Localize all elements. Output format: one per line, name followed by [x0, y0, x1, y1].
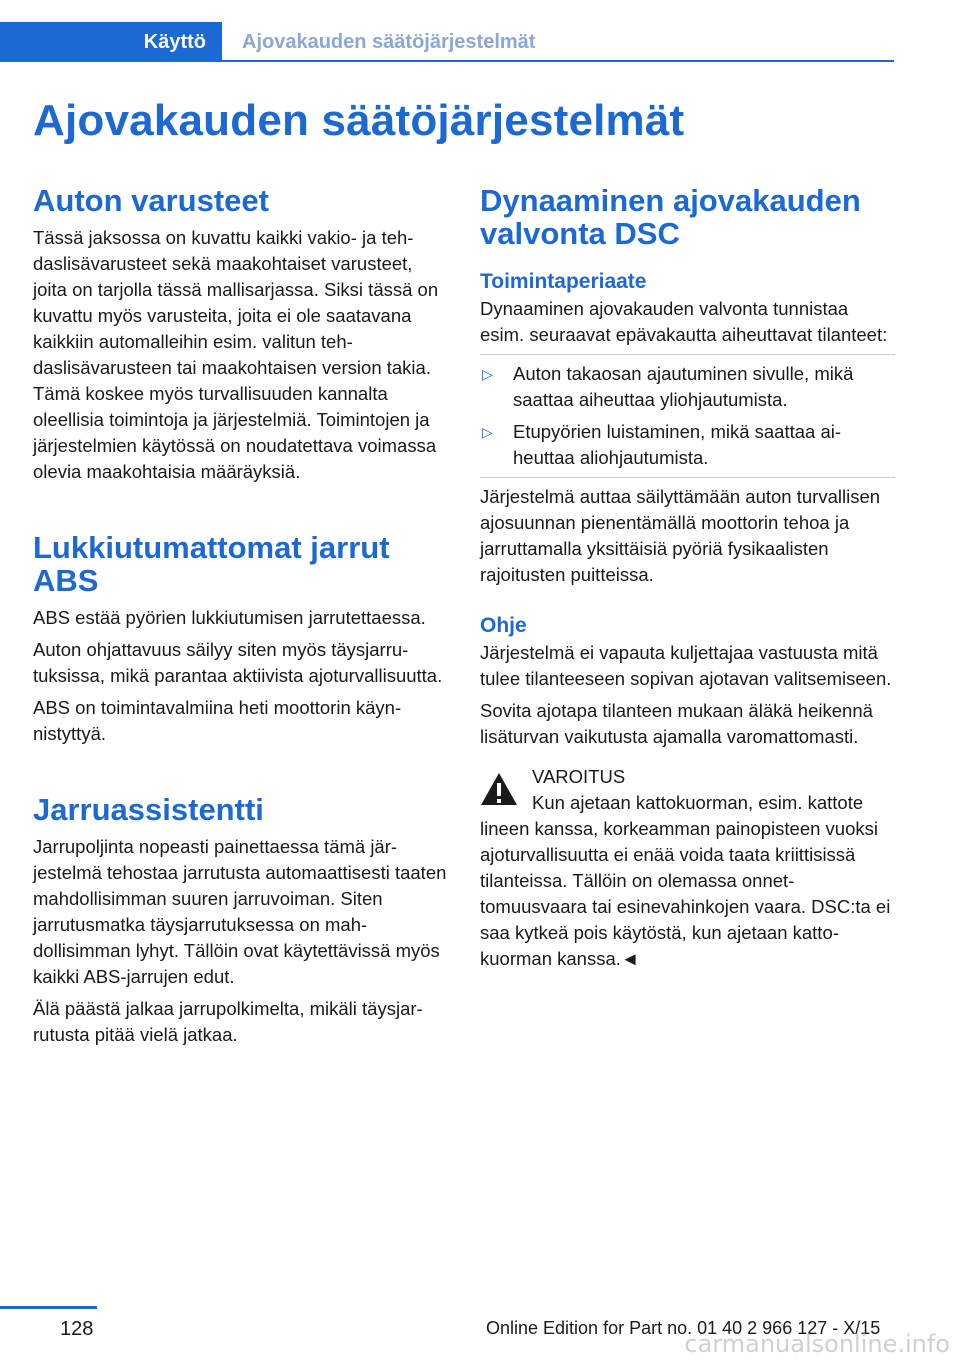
footer-rule	[0, 1306, 97, 1309]
divider	[480, 354, 895, 355]
header-chapter-tab	[0, 22, 222, 62]
watermark: carmanualsonline.info	[684, 1330, 950, 1358]
section-heading-jarruassistentti: Jarruassistentti	[33, 792, 264, 827]
header-section-title: Ajovakauden säätöjärjestelmät	[242, 30, 536, 53]
page-number: 128	[60, 1318, 94, 1340]
paragraph: ABS estää pyörien lukkiutumisen jarrutettaessa.	[33, 607, 426, 628]
list-item	[480, 361, 895, 413]
left-column	[33, 184, 448, 1054]
paragraph: Järjestelmä ei vapauta kuljettajaa vastuusta mitä tulee tilanteeseen sopivan ajotavan valitsemiseen.	[480, 642, 892, 689]
right-column	[480, 184, 895, 978]
warning-text-first-line: Kun ajetaan kattokuorman, esim. kattote	[532, 792, 864, 813]
paragraph: Dynaaminen ajovakauden valvonta tunnistaa esim. seuraavat epävakautta aiheuttavat tilanteet:	[480, 298, 888, 345]
subheading-toimintaperiaate: Toimintaperiaate	[480, 270, 647, 293]
subheading-ohje: Ohje	[480, 614, 527, 637]
warning-text: lineen kanssa, korkeamman painopisteen vuoksi ajoturvallisuutta ei enää voida taata kriittisissä tilanteissa. Tällöin on olemassa onnettomuusvaara tai esinevahinkojen vaara. DSC:ta ei saa kytkeä pois käytöstä, kun ajetaan kattokuorman kanssa.◄	[480, 818, 891, 969]
triangle-right-icon: ▷	[482, 366, 493, 382]
paragraph: Järjestelmä auttaa säilyttämään auton turvallisen ajosuunnan pienentämällä moottorin tehoa ja jarruttamalla yksittäisiä pyöriä fysikaalisten rajoitusten puitteissa.	[480, 486, 881, 585]
paragraph: Sovita ajotapa tilanteen mukaan äläkä heikennä lisäturvan vaikutusta ajamalla varomattomasti.	[480, 700, 873, 747]
section-heading-dsc: Dynaaminen ajovakauden valvonta DSC	[480, 183, 861, 251]
paragraph: Tässä jaksossa on kuvattu kaikki vakio- ja tehdaslisävarusteet sekä maakohtaiset varusteet, joita on tarjolla tässä mallisarjassa. Siksi tässä on kuvattu myös varusteita, joita ei ole saatavana kaikkiin automalleihin esim. valitun tehdaslisävarusteen tai maakohtaisen version takia. Tämä koskee myös turvallisuuden kannalta oleellisia toimintoja ja järjestelmiä. Toimintojen ja järjestelmien käytössä on noudatettava voimassa olevia maakohtaisia määräyksiä.	[33, 227, 439, 482]
header-rule	[222, 60, 894, 62]
paragraph: ABS on toimintavalmiina heti moottorin käynnistyttyä.	[33, 697, 402, 744]
bullet-list	[480, 361, 895, 471]
section-heading-abs: Lukkiutumattomat jarrut ABS	[33, 530, 390, 598]
paragraph: Auton ohjattavuus säilyy siten myös täysjarrutuksissa, mikä parantaa aktiivista ajoturvallisuutta.	[33, 639, 443, 686]
list-item-text: Auton takaosan ajautuminen sivulle, mikä saattaa aiheuttaa yliohjautumista.	[513, 363, 854, 410]
warning-box	[480, 764, 895, 972]
triangle-right-icon: ▷	[482, 424, 493, 440]
section-heading-auton-varusteet: Auton varusteet	[33, 183, 269, 218]
paragraph: Jarrupoljinta nopeasti painettaessa tämä järjestelmä tehostaa jarrutusta automaattisesti taaten mahdollisimman suuren jarruvoiman. Siten jarrutusmatka täysjarrutuksessa on mahdollisimman lyhyt. Tällöin ovat käytettävissä myös kaikki ABS-jarrujen edut.	[33, 836, 447, 987]
page-title: Ajovakauden säätöjärjestelmät	[33, 96, 685, 145]
list-item	[480, 419, 895, 471]
warning-triangle-icon	[480, 772, 518, 811]
divider	[480, 477, 895, 478]
footer-edition-text: Online Edition for Part no. 01 40 2 966 127 - X/15	[486, 1318, 881, 1338]
list-item-text: Etupyörien luistaminen, mikä saattaa aiheuttaa aliohjautumista.	[513, 421, 842, 468]
paragraph: Älä päästä jalkaa jarrupolkimelta, mikäli täysjarrutusta pitää vielä jatkaa.	[33, 998, 423, 1045]
header-chapter-label: Käyttö	[143, 30, 206, 53]
warning-label: VAROITUS	[532, 766, 626, 787]
